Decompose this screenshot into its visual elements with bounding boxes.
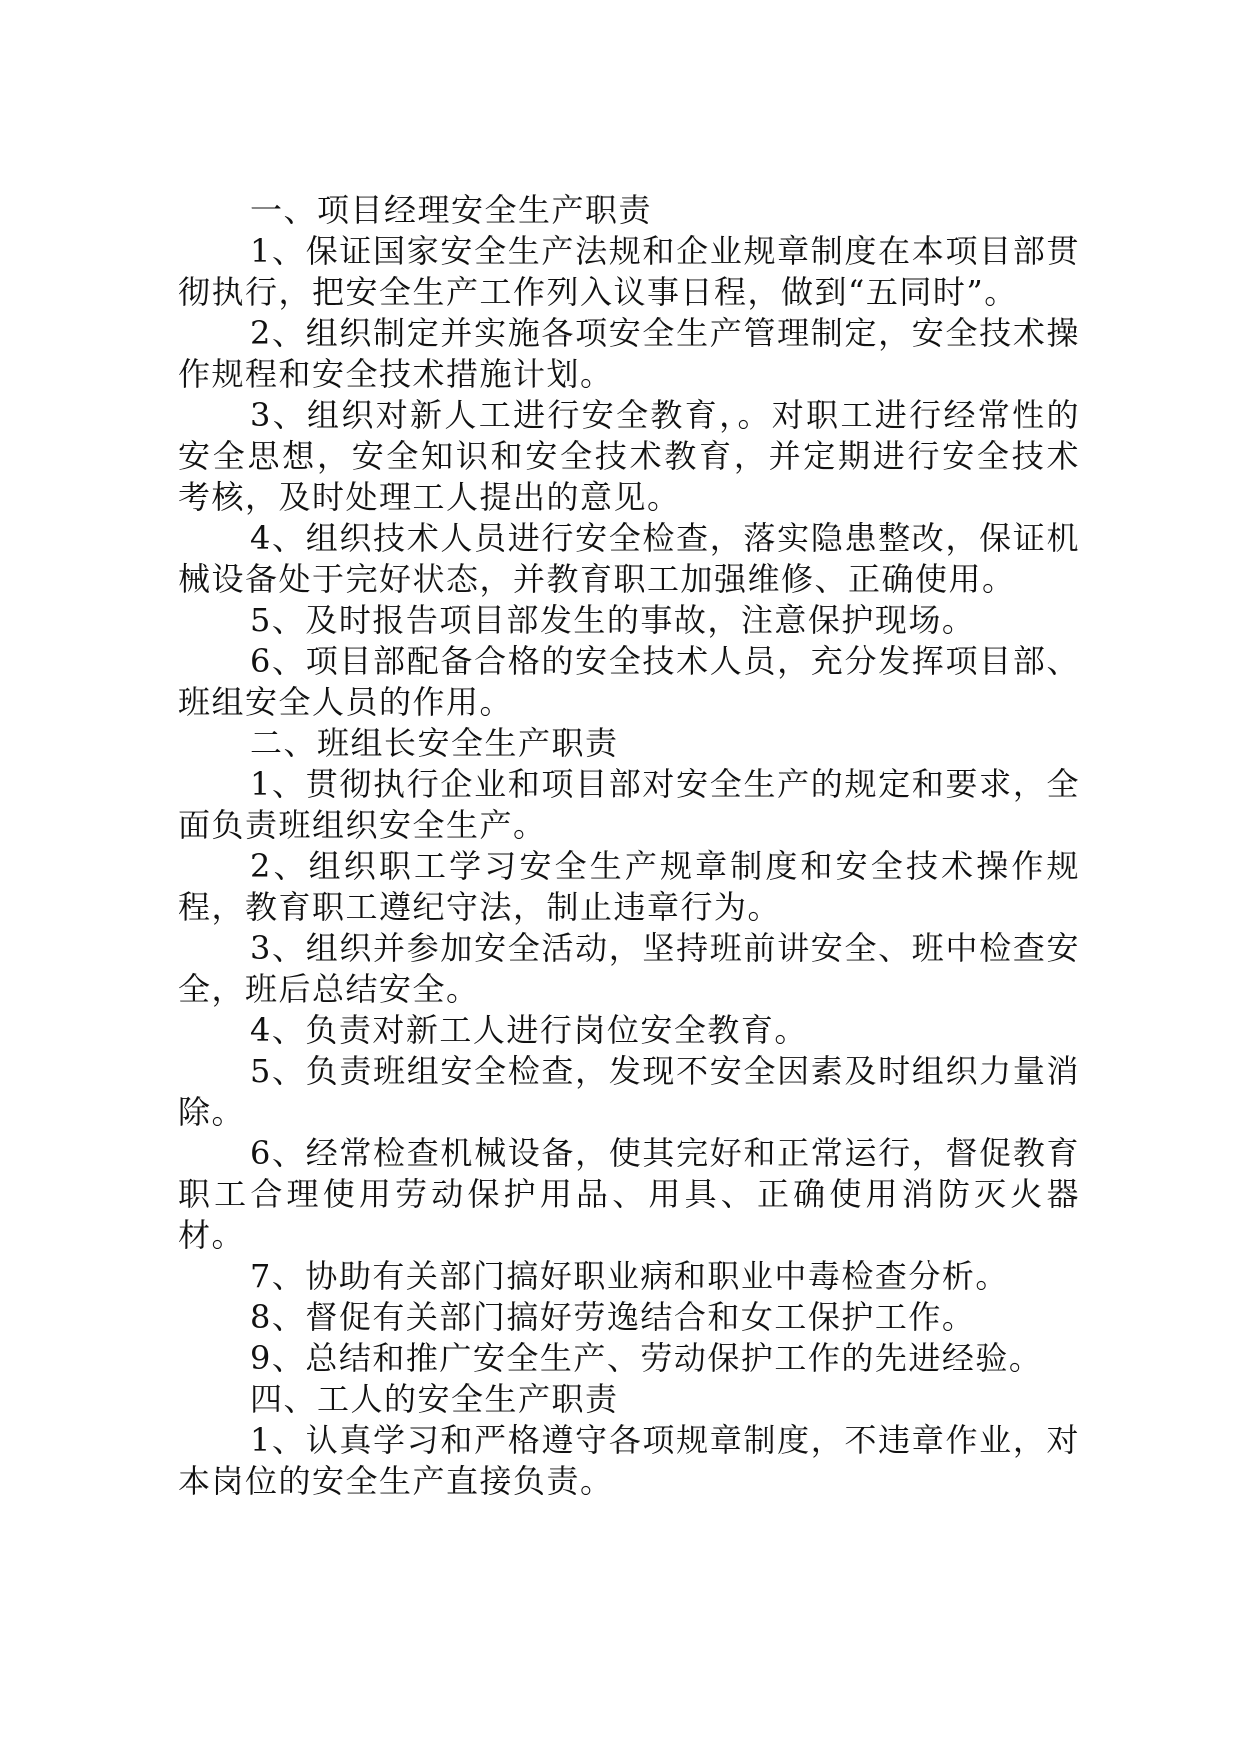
paragraph: 8、督促有关部门搞好劳逸结合和女工保护工作。 [250,1298,976,1336]
section-heading-project-manager: 一、项目经理安全生产职责 [250,191,653,229]
paragraph: 7、协助有关部门搞好职业病和职业中毒检查分析。 [250,1257,1009,1295]
paragraph: 1、保证国家安全生产法规和企业规章制度在本项目部贯彻执行，把安全生产工作列入议事日程，做到“五同时”。 [178,232,1080,311]
paragraph: 4、负责对新工人进行岗位安全教育。 [250,1011,808,1049]
section-heading-workers: 四、工人的安全生产职责 [250,1380,619,1418]
section-heading-team-leader: 二、班组长安全生产职责 [250,724,619,762]
paragraph: 6、项目部配备合格的安全技术人员，充分发挥项目部、班组安全人员的作用。 [178,642,1080,721]
paragraph: 3、组织并参加安全活动，坚持班前讲安全、班中检查安全，班后总结安全。 [178,929,1080,1008]
paragraph: 4、组织技术人员进行安全检查，落实隐患整改，保证机械设备处于完好状态，并教育职工加强维修、正确使用。 [178,519,1080,598]
paragraph: 1、贯彻执行企业和项目部对安全生产的规定和要求，全面负责班组织安全生产。 [178,765,1080,844]
paragraph: 2、组织职工学习安全生产规章制度和安全技术操作规程，教育职工遵纪守法，制止违章行为。 [178,847,1080,926]
paragraph: 2、组织制定并实施各项安全生产管理制定，安全技术操作规程和安全技术措施计划。 [178,314,1080,393]
paragraph: 1、认真学习和严格遵守各项规章制度，不违章作业，对本岗位的安全生产直接负责。 [178,1421,1080,1500]
document-body [178,190,1080,1502]
paragraph: 5、及时报告项目部发生的事故，注意保护现场。 [250,601,976,639]
paragraph: 9、总结和推广安全生产、劳动保护工作的先进经验。 [250,1339,1043,1377]
paragraph: 6、经常检查机械设备，使其完好和正常运行，督促教育职工合理使用劳动保护用品、用具、正确使用消防灭火器材。 [178,1134,1080,1254]
paragraph: 5、负责班组安全检查，发现不安全因素及时组织力量消除。 [178,1052,1080,1131]
paragraph: 3、组织对新人工进行安全教育，。对职工进行经常性的安全思想，安全知识和安全技术教育，并定期进行安全技术考核，及时处理工人提出的意见。 [178,396,1080,516]
